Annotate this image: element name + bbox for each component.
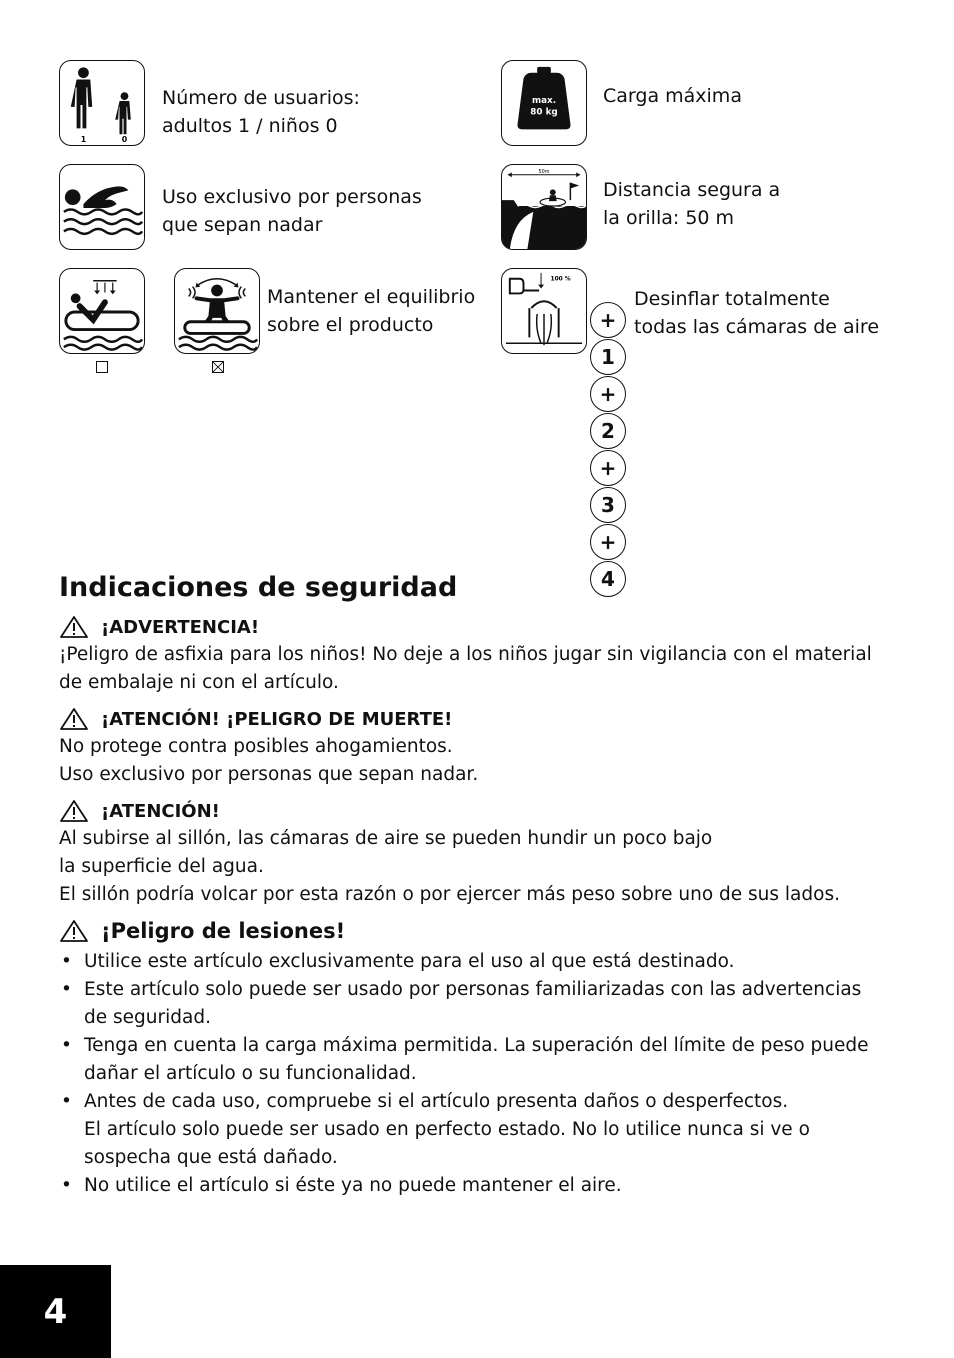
swimmer-icon: [59, 164, 145, 250]
warning-text: No protege contra posibles ahogamientos. Uso exclusivo por personas que sepan nadar.: [59, 736, 479, 785]
deflate-step-plus: +: [590, 450, 626, 486]
warning-heading: ¡ADVERTENCIA!: [59, 615, 259, 639]
warning-heading: ¡Peligro de lesiones!: [59, 919, 345, 943]
warning-triangle-icon: [59, 919, 89, 943]
distance-text: 50m: [538, 168, 550, 175]
list-item: • No utilice el artículo si éste ya no puede mantener el aire.: [59, 1172, 869, 1200]
balance-checkbox-crossed: [212, 361, 224, 373]
injury-bullet-list: [59, 948, 869, 1200]
deflate-step-number: 1: [590, 339, 626, 375]
list-item: • Este artículo solo puede ser usado por personas familiarizadas con las advertencias de seguridad.: [59, 976, 869, 1032]
shore-distance-label: Distancia segura a la orilla: 50 m: [603, 179, 781, 229]
deflate-label: Desinflar totalmente todas las cámaras de aire: [634, 288, 880, 338]
balance-correct-icon: [59, 268, 145, 354]
users-icon: [59, 60, 145, 146]
max-load-label: Carga máxima: [603, 85, 742, 107]
deflate-icon: [501, 268, 587, 354]
list-item: • Tenga en cuenta la carga máxima permitida. La superación del límite de peso puede dañar el artículo o su funcionalidad.: [59, 1032, 869, 1088]
balance-wrong-icon: [174, 268, 260, 354]
warning-heading: ¡ATENCIÓN! ¡PELIGRO DE MUERTE!: [59, 707, 452, 731]
weight-max-text: max.: [531, 96, 557, 106]
deflate-percent: 100 %: [550, 276, 571, 283]
safety-title: Indicaciones de seguridad: [59, 572, 458, 603]
warning-triangle-icon: [59, 707, 89, 731]
deflate-step-number: 4: [590, 561, 626, 597]
child-count: 0: [121, 135, 128, 145]
swimmers-label: Uso exclusivo por personas que sepan nadar: [162, 186, 422, 236]
users-label: Número de usuarios: adultos 1 / niños 0: [162, 87, 360, 137]
balance-label: Mantener el equilibrio sobre el producto: [267, 286, 476, 336]
list-item: • Utilice este artículo exclusivamente para el uso al que está destinado.: [59, 948, 869, 976]
shore-distance-icon: [501, 164, 587, 250]
weight-icon: [501, 60, 587, 146]
weight-kg-text: 80 kg: [530, 107, 558, 118]
deflate-step-number: 3: [590, 487, 626, 523]
balance-checkbox-empty: [96, 361, 108, 373]
deflate-step-number: 2: [590, 413, 626, 449]
deflate-step-plus: +: [590, 376, 626, 412]
deflate-step-plus: +: [590, 524, 626, 560]
list-item: • Antes de cada uso, compruebe si el artículo presenta daños o desperfectos. El artículo solo puede ser usado en perfecto estado. No lo utilice nunca si ve o sospecha que está dañado.: [59, 1088, 869, 1172]
page-number: 4: [0, 1265, 111, 1358]
warning-text: Al subirse al sillón, las cámaras de aire se pueden hundir un poco bajo la superficie del agua. El sillón podría volcar por esta razón o por ejercer más peso sobre uno de sus lados.: [59, 828, 840, 905]
warning-heading: ¡ATENCIÓN!: [59, 799, 220, 823]
warning-triangle-icon: [59, 799, 89, 823]
deflate-step-plus: +: [590, 302, 626, 338]
adult-count: 1: [80, 135, 87, 145]
warning-text: ¡Peligro de asfixia para los niños! No deje a los niños jugar sin vigilancia con el material de embalaje ni con el artículo.: [59, 644, 872, 693]
warning-triangle-icon: [59, 615, 89, 639]
